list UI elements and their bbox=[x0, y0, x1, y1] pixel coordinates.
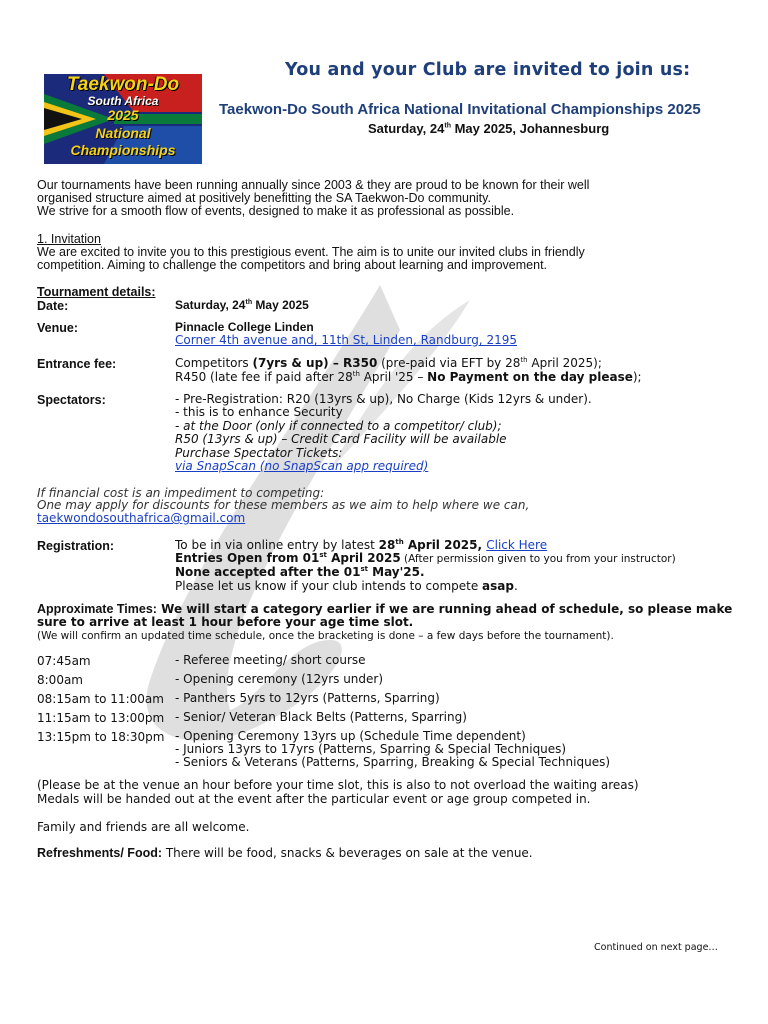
tournament-details-heading: Tournament details: bbox=[37, 285, 156, 299]
logo-title: Taekwon-Do bbox=[66, 74, 180, 95]
venue-name: Pinnacle College Linden bbox=[175, 320, 314, 334]
snapscan-link[interactable]: via SnapScan (no SnapScan app required) bbox=[175, 459, 429, 473]
invite-heading: You and your Club are invited to join us: bbox=[285, 60, 691, 80]
intro-line-1: Our tournaments have been running annually since 2003 & they are proud to be known for their well bbox=[37, 178, 590, 192]
closing-line-2: Medals will be handed out at the event after the particular event or age group competed in. bbox=[37, 792, 591, 806]
schedule-desc-1: - Referee meeting/ short course bbox=[175, 653, 366, 667]
registration-line-4: Please let us know if your club intends to compete asap. bbox=[175, 579, 518, 593]
times-line-2: sure to arrive at least 1 hour before your age time slot. bbox=[37, 615, 414, 629]
entrance-fee-line-2: R450 (late fee if paid after 28th April '25 – No Payment on the day please); bbox=[175, 370, 642, 384]
spectators-line-5: Purchase Spectator Tickets: bbox=[175, 446, 343, 460]
click-here-link[interactable]: Click Here bbox=[486, 538, 548, 552]
venue-label: Venue: bbox=[37, 321, 78, 335]
event-date-location: Saturday, 24th May 2025, Johannesburg bbox=[368, 121, 610, 136]
schedule-desc-4: - Senior/ Veteran Black Belts (Patterns, Sparring) bbox=[175, 710, 467, 724]
registration-line-2: Entries Open from 01st April 2025 (After permission given to you from your instructor) bbox=[175, 551, 676, 565]
schedule-time-2: 8:00am bbox=[37, 673, 83, 687]
schedule-extra-2: - Seniors & Veterans (Patterns, Sparring, Breaking & Special Techniques) bbox=[175, 755, 611, 769]
schedule-desc-3: - Panthers 5yrs to 12yrs (Patterns, Sparring) bbox=[175, 691, 440, 705]
times-heading: Approximate Times: We will start a category earlier if we are running ahead of schedule, so please make bbox=[37, 602, 733, 616]
intro-line-2: organised structure aimed at positively benefitting the SA Taekwon-Do community. bbox=[37, 191, 491, 205]
logo-national: National bbox=[95, 125, 151, 141]
schedule-desc-5: - Opening Ceremony 13yrs up (Schedule Time dependent) bbox=[175, 729, 526, 743]
invitation-line-2: competition. Aiming to challenge the competitors and bring about learning and improvement. bbox=[37, 258, 548, 272]
schedule-time-3: 08:15am to 11:00am bbox=[37, 692, 164, 706]
entrance-fee-label: Entrance fee: bbox=[37, 357, 117, 371]
intro-line-3: We strive for a smooth flow of events, designed to make it as professional as possible. bbox=[37, 204, 515, 218]
invitation-line-1: We are excited to invite you to this prestigious event. The aim is to unite our invited clubs in friendly bbox=[37, 245, 585, 259]
registration-line-3: None accepted after the 01st May'25. bbox=[175, 565, 425, 579]
spectators-line-3: - at the Door (only if connected to a competitor/ club); bbox=[175, 419, 502, 433]
entrance-fee-line-1: Competitors (7yrs & up) – R350 (pre-paid via EFT by 28th April 2025); bbox=[175, 356, 602, 370]
times-note: (We will confirm an updated time schedule, once the bracketing is done – a few days before the tournament). bbox=[37, 630, 614, 642]
schedule-time-5: 13:15pm to 18:30pm bbox=[37, 730, 165, 744]
invitation-heading: 1. Invitation bbox=[37, 232, 101, 246]
schedule-time-1: 07:45am bbox=[37, 654, 91, 668]
registration-label: Registration: bbox=[37, 539, 115, 553]
spectators-line-2: - this is to enhance Security bbox=[175, 405, 343, 419]
schedule-extra-1: - Juniors 13yrs to 17yrs (Patterns, Sparring & Special Techniques) bbox=[175, 742, 567, 756]
logo-year: 2025 bbox=[107, 107, 139, 123]
closing-line-1: (Please be at the venue an hour before your time slot, this is also to not overload the waiting areas) bbox=[37, 778, 639, 792]
continued-note: Continued on next page… bbox=[594, 942, 718, 953]
event-title: Taekwon-Do South Africa National Invitational Championships 2025 bbox=[219, 101, 701, 118]
date-label: Date: bbox=[37, 299, 69, 313]
financial-line-1: If financial cost is an impediment to competing: bbox=[37, 486, 325, 500]
schedule-desc-2: - Opening ceremony (12yrs under) bbox=[175, 672, 384, 686]
logo-subtitle: South Africa bbox=[87, 94, 159, 108]
spectators-label: Spectators: bbox=[37, 393, 106, 407]
schedule-time-4: 11:15am to 13:00pm bbox=[37, 711, 165, 725]
spectators-line-4: R50 (13yrs & up) – Credit Card Facility will be available bbox=[175, 432, 507, 446]
championship-logo bbox=[44, 74, 202, 164]
registration-line-1: To be in via online entry by latest 28th April 2025, Click Here bbox=[175, 538, 548, 552]
financial-line-2: One may apply for discounts for these members as we aim to help where we can, bbox=[37, 498, 530, 512]
date-value: Saturday, 24th May 2025 bbox=[175, 298, 309, 312]
logo-championships: Championships bbox=[70, 142, 176, 158]
venue-address-link[interactable]: Corner 4th avenue and, 11th St, Linden, Randburg, 2195 bbox=[175, 333, 517, 347]
email-link[interactable]: taekwondosouthafrica@gmail.com bbox=[37, 511, 246, 525]
spectators-line-1: - Pre-Registration: R20 (13yrs & up), No Charge (Kids 12yrs & under). bbox=[175, 392, 592, 406]
family-welcome: Family and friends are all welcome. bbox=[37, 820, 250, 834]
refreshments-line: Refreshments/ Food: There will be food, snacks & beverages on sale at the venue. bbox=[37, 846, 533, 860]
